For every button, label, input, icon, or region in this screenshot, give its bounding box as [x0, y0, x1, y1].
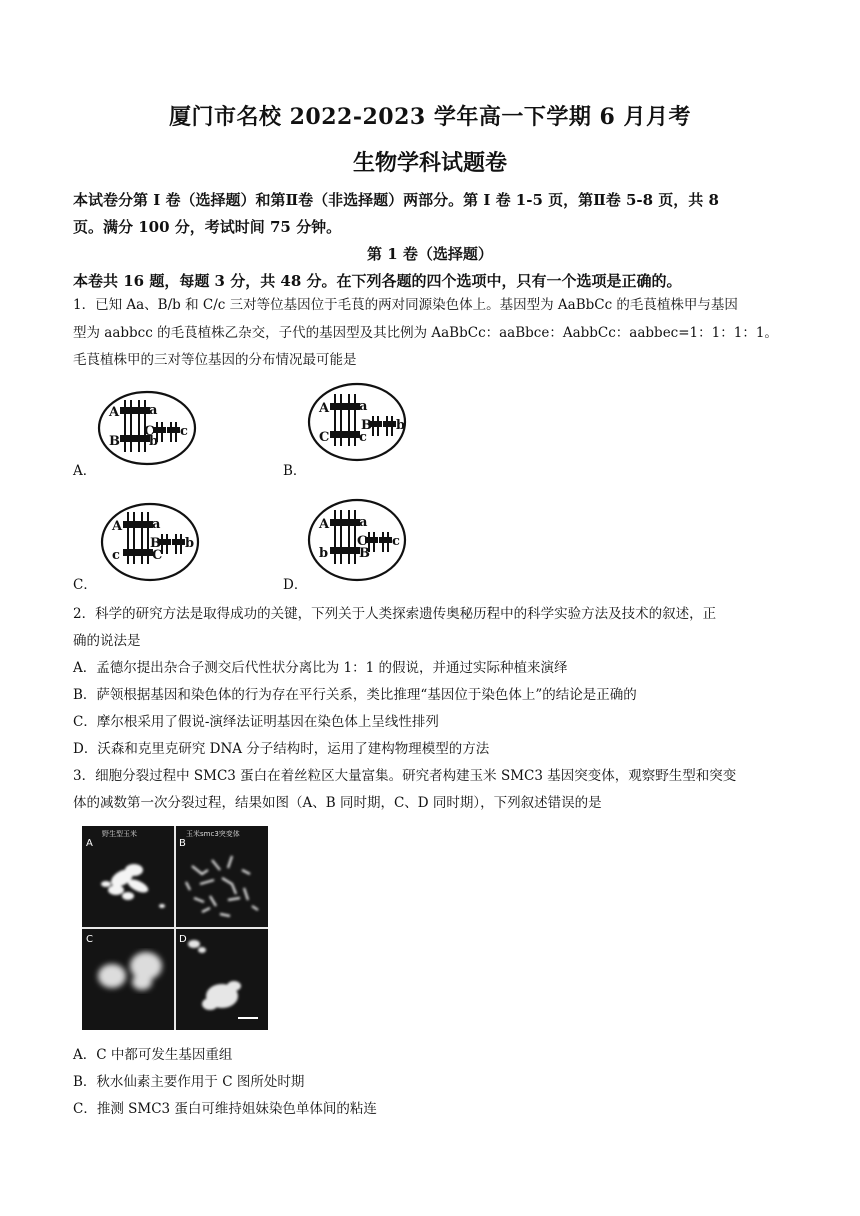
q1b-label-b: b	[396, 418, 406, 433]
q1-option-b-diagram	[305, 380, 410, 466]
q2-option-b[interactable]: B．萨领根据基因和染色体的行为存在平行关系，类比推理“基因位于染色体上”的结论是正确的	[73, 687, 637, 703]
q1d-label-B: B	[359, 546, 370, 561]
q1c-label-B: B	[150, 536, 161, 551]
q1-option-d-diagram	[305, 496, 410, 584]
micro-label-A: A	[86, 838, 93, 849]
q1-option-d-label[interactable]: D．	[283, 577, 308, 593]
q2-option-c[interactable]: C．摩尔根采用了假说-演绎法证明基因在染色体上呈线性排列	[73, 714, 439, 730]
q1-option-c-label[interactable]: C．	[73, 577, 97, 593]
q1c-label-A: A	[112, 519, 123, 534]
q1-option-a-label[interactable]: A．	[73, 463, 97, 479]
intro-line-1: 本试卷分第 I 卷（选择题）和第Ⅱ卷（非选择题）两部分。第 I 卷 1-5 页，第Ⅱ卷 5-8 页，共 8	[73, 191, 719, 209]
q1b-label-c: c	[359, 430, 367, 445]
q1-line-1: 1．已知 Aa、B/b 和 C/c 三对等位基因位于毛茛的两对同源染色体上。基因型为 AaBbCc 的毛茛植株甲与基因	[73, 297, 738, 313]
q3-option-c[interactable]: C．推测 SMC3 蛋白可维持姐妹染色单体间的粘连	[73, 1101, 377, 1117]
q2-line-2: 确的说法是	[73, 633, 141, 649]
page-subtitle: 生物学科试题卷	[352, 150, 507, 176]
q3-line-1: 3．细胞分裂过程中 SMC3 蛋白在着丝粒区大量富集。研究者构建玉米 SMC3 基因突变体，观察野生型和突变	[73, 768, 737, 784]
q3-option-a[interactable]: A．C 中都可发生基因重组	[73, 1047, 233, 1063]
micro-label-C: C	[86, 934, 93, 945]
q1c-label-a: a	[152, 517, 161, 532]
q1b-label-B: B	[361, 418, 372, 433]
q1c-label-C: C	[152, 548, 163, 563]
q1b-label-a: a	[359, 399, 368, 414]
q2-option-a[interactable]: A．孟德尔提出杂合子测交后代性状分离比为 1：1 的假说，并通过实际种植来演绎	[73, 660, 568, 676]
q1d-label-b: b	[319, 546, 329, 561]
q1-line-2: 型为 aabbcc 的毛茛植株乙杂交，子代的基因型及其比例为 AaBbCc：aaBbce：AabbCc：aabbec=1：1：1：1。	[73, 325, 778, 341]
q3-line-2: 体的减数第一次分裂过程，结果如图（A、B 同时期，C、D 同时期），下列叙述错误的是	[73, 795, 602, 811]
q2-option-d[interactable]: D．沃森和克里克研究 DNA 分子结构时，运用了建构物理模型的方法	[73, 741, 490, 757]
q2-line-1: 2．科学的研究方法是取得成功的关键，下列关于人类探索遗传奥秘历程中的科学实验方法及技术的叙述，正	[73, 606, 717, 622]
q1-option-b-label[interactable]: B．	[283, 463, 307, 479]
q1d-label-c: c	[392, 534, 400, 549]
intro-line-2: 页。满分 100 分，考试时间 75 分钟。	[73, 218, 342, 236]
q1-option-c-diagram	[98, 500, 203, 584]
q1c-label-b: b	[185, 536, 195, 551]
micro-header-mutant: 玉米smc3突变体	[186, 830, 240, 838]
q1a-label-c: c	[180, 424, 188, 439]
q3-option-b[interactable]: B．秋水仙素主要作用于 C 图所处时期	[73, 1074, 305, 1090]
q1a-label-b: b	[149, 434, 159, 449]
q1b-label-C: C	[319, 430, 330, 445]
q1d-label-C: C	[357, 534, 368, 549]
q1-line-3: 毛茛植株甲的三对等位基因的分布情况最可能是	[73, 352, 357, 368]
q1c-label-c: c	[112, 548, 120, 563]
micro-label-D: D	[179, 934, 187, 945]
q1a-label-C: C	[144, 424, 155, 439]
q1a-label-A: A	[109, 405, 120, 420]
micro-label-B: B	[179, 838, 186, 849]
section-instruction: 本卷共 16 题，每题 3 分，共 48 分。在下列各题的四个选项中，只有一个选项是正确的。	[73, 272, 682, 290]
q1b-label-A: A	[319, 401, 330, 416]
q1d-label-A: A	[319, 517, 330, 532]
micrograph-figure	[82, 826, 268, 1030]
page-title: 厦门市名校 2022-2023 学年高一下学期 6 月月考	[168, 104, 692, 130]
q1a-label-B: B	[109, 434, 120, 449]
section-title: 第 1 卷（选择题）	[367, 245, 493, 263]
q1d-label-a: a	[359, 515, 368, 530]
q1a-label-a: a	[149, 403, 158, 418]
micro-header-wildtype: 野生型玉米	[102, 830, 137, 838]
q1-option-a-diagram	[95, 388, 200, 468]
